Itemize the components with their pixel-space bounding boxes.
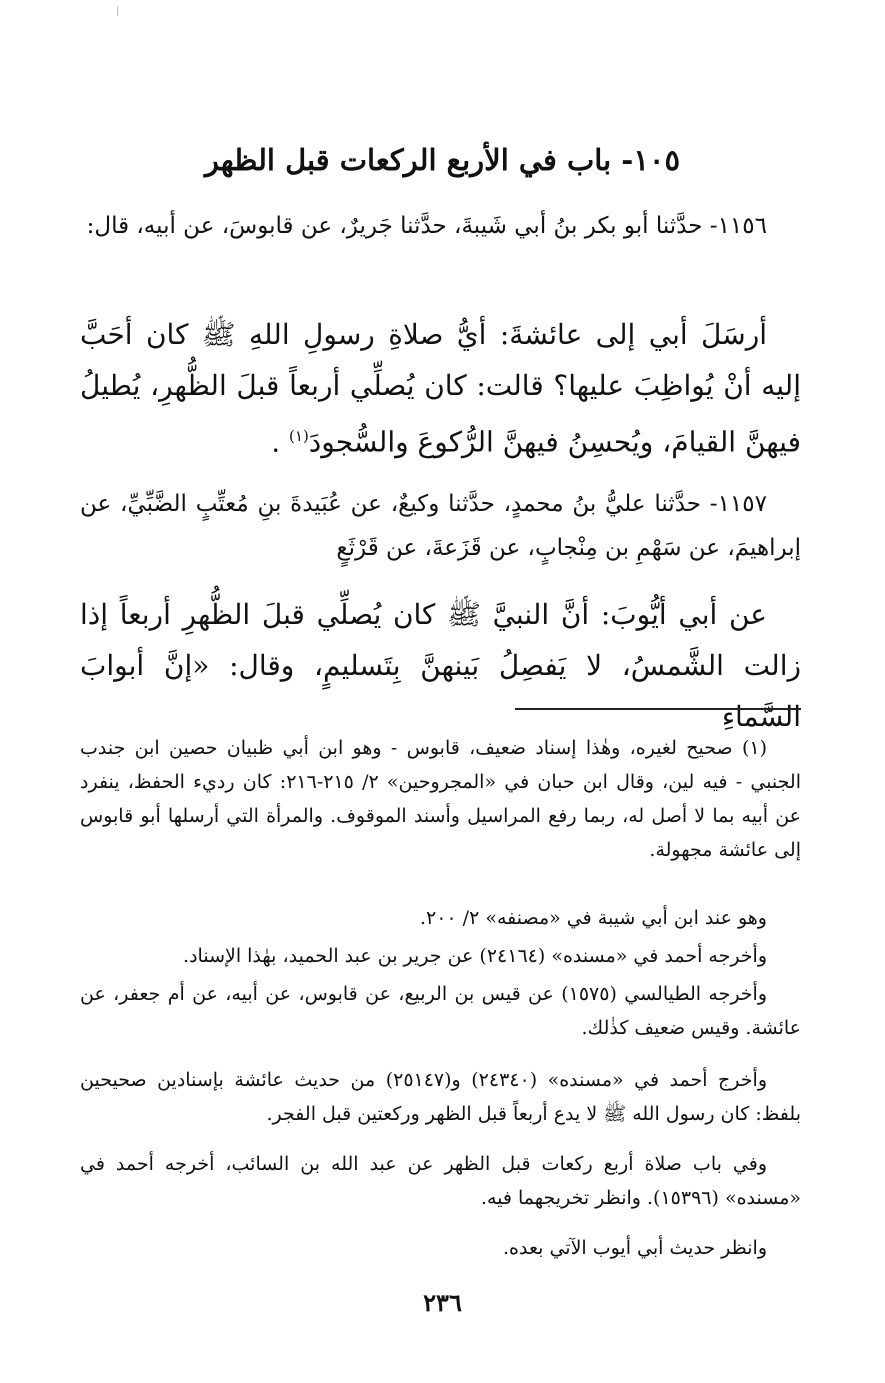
hadith-1156-isnad: ١١٥٦- حدَّثنا أبو بكر بنُ أبي شَيبةَ، حدَّثنا جَريرٌ، عن قابوسَ، عن أبيه، قال: — [86, 213, 767, 239]
footnote-line: وأخرجه الطيالسي (١٥٧٥) عن قيس بن الربيع، عن قابوس، عن أبيه، عن أم جعفر، عن عائشة. وقيس ضعيف كذٰلك. — [80, 983, 801, 1039]
hadith-1156-matn — [80, 309, 801, 467]
footnote-marker: (١) — [289, 427, 309, 445]
hadith-1157-isnad: ١١٥٧- حدَّثنا عليُّ بنُ محمدٍ، حدَّثنا وكيعٌ، عن عُبَيدةَ بنِ مُعتِّبٍ الضَّبِّيِّ، عن إبراهيمَ، عن سَهْمِ بن مِنْجابٍ، عن قَزَعةَ، عن قَرْثَعٍ — [80, 491, 801, 561]
footnote-1-text: (١) صحيح لغيره، وهٰذا إسناد ضعيف، قابوس - وهو ابن أبي ظبيان حصين ابن جندب الجنبي - فيه لين، وقال ابن حبان في «المجروحين» ٢/ ٢١٥-٢١٦: كان رديء الحفظ، ينفرد عن أبيه بما لا أصل له، ربما رفع المراسيل وأسند الموقوف. والمرأة التي أرسلها أبو قابوس إلى عائشة مجهولة. — [80, 737, 801, 861]
footnote-separator — [515, 708, 801, 710]
footnote-line: وأخرجه أحمد في «مسنده» (٢٤١٦٤) عن جرير بن عبد الحميد، بهٰذا الإسناد. — [183, 945, 767, 967]
page-number: ٢٣٦ — [423, 1288, 462, 1317]
chapter-title: ١٠٥- باب في الأربع الركعات قبل الظهر — [204, 143, 681, 177]
footnote-line: وانظر حديث أبي أيوب الآتي بعده. — [502, 1237, 767, 1259]
hadith-1157-matn: عن أبي أيُّوبَ: أنَّ النبيَّ ﷺ كان يُصلِّي قبلَ الظُّهرِ أربعاً إذا زالت الشَّمسُ، لا يَفصِلُ بَينهنَّ بِتَسليمٍ، وقال: «إنَّ أبوابَ السَّماءِ — [80, 598, 801, 733]
scan-mark — [117, 6, 118, 16]
hadith-1156-matn-text: أرسَلَ أبي إلى عائشةَ: أيُّ صلاةِ رسولِ اللهِ ﷺ كان أحَبَّ إليه أنْ يُواظِبَ عليها؟ قالت: كان يُصلِّي أربعاً قبلَ الظُّهرِ، يُطيلُ فيهنَّ القيامَ، ويُحسِنُ فيهنَّ الرُّكوعَ والسُّجودَ — [80, 318, 801, 459]
hadith-1156-end: . — [271, 425, 281, 459]
footnote-line: وفي باب صلاة أربع ركعات قبل الظهر عن عبد الله بن السائب، أخرجه أحمد في «مسنده» (١٥٣٩٦). وانظر تخريجهما فيه. — [80, 1153, 801, 1209]
footnote-line: وهو عند ابن أبي شيبة في «مصنفه» ٢/ ٢٠٠. — [419, 907, 767, 929]
footnote-line: وأخرج أحمد في «مسنده» (٢٤٣٤٠) و(٢٥١٤٧) من حديث عائشة بإسنادين صحيحين بلفظ: كان رسول الله ﷺ لا يدع أربعاً قبل الظهر وركعتين قبل الفجر. — [80, 1069, 801, 1125]
